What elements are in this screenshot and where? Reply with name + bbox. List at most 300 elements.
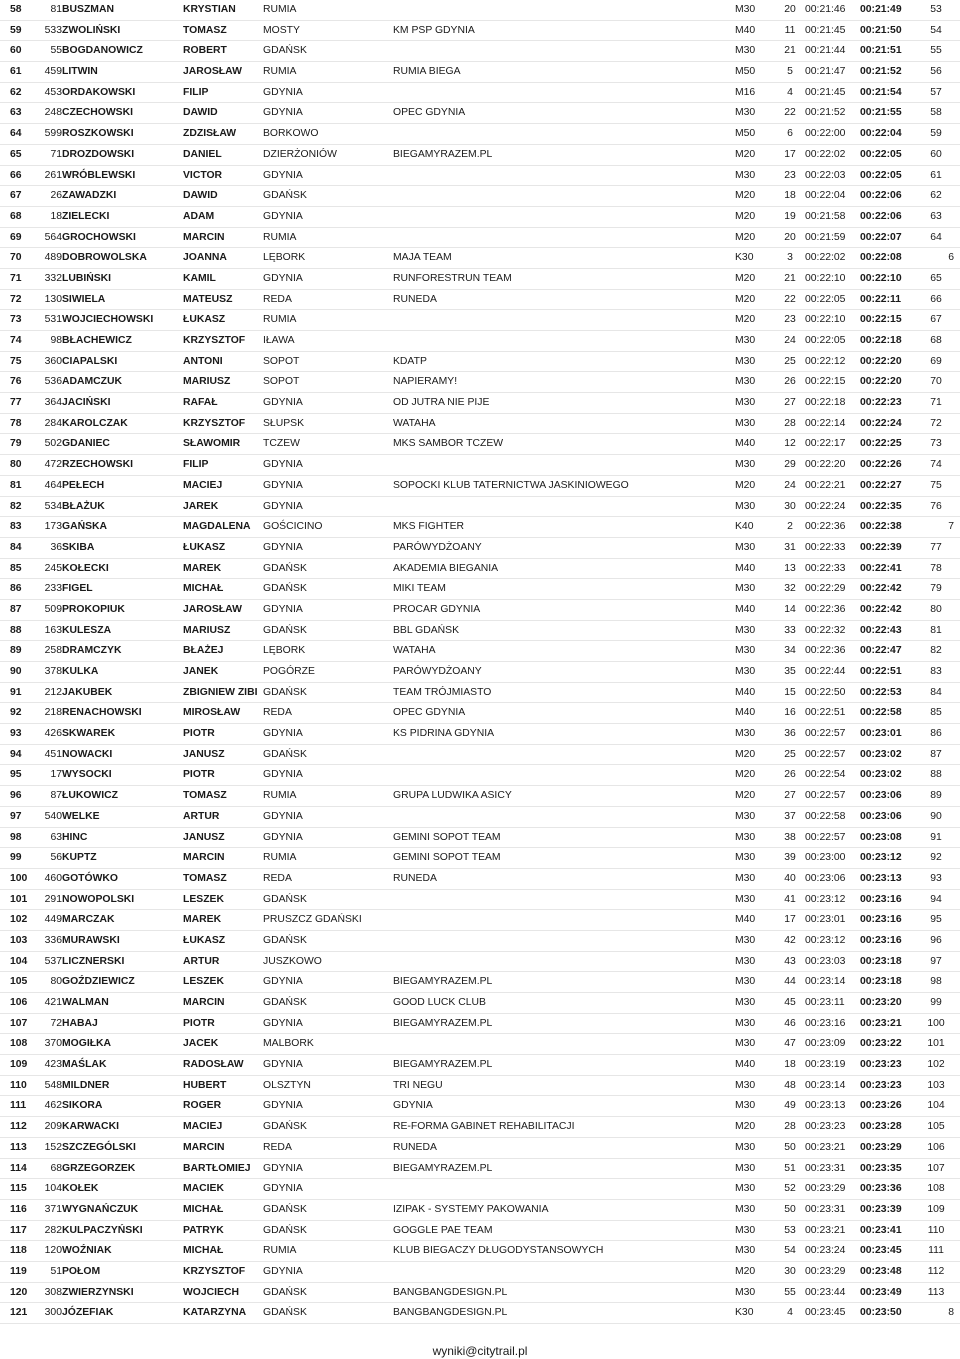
cell-gun-time: 00:21:52 — [805, 107, 846, 119]
cell-net-time: 00:23:50 — [860, 1307, 902, 1319]
table-row — [0, 745, 960, 766]
table-row — [0, 393, 960, 414]
cell-gun-time: 00:21:45 — [805, 24, 846, 36]
cell-net-time: 00:23:16 — [860, 914, 902, 926]
cell-net-time: 00:23:29 — [860, 1141, 902, 1153]
cell-category: M30 — [735, 624, 756, 636]
cell-club: MKS SAMBOR TCZEW — [393, 438, 504, 450]
cell-club: RUNEDA — [393, 872, 437, 884]
cell-club: NAPIERAMY! — [393, 376, 458, 388]
cell-gender-place: 72 — [930, 417, 942, 429]
cell-city: GDAŃSK — [263, 1307, 307, 1319]
cell-gun-time: 00:23:31 — [805, 1162, 846, 1174]
cell-bib-number: 599 — [44, 128, 62, 140]
cell-gender-place: 76 — [930, 500, 942, 512]
cell-first-name: ŁUKASZ — [183, 934, 226, 946]
cell-category-place: 44 — [784, 976, 796, 988]
cell-gender-place: 92 — [930, 852, 942, 864]
cell-bib-number: 426 — [44, 728, 62, 740]
cell-gender-place: 110 — [927, 1224, 945, 1236]
cell-category-place: 32 — [784, 583, 796, 595]
cell-category: M50 — [735, 128, 756, 140]
cell-city: GDAŃSK — [263, 45, 307, 57]
cell-net-time: 00:22:10 — [860, 272, 902, 284]
cell-gender-place: 63 — [930, 210, 942, 222]
table-row — [0, 41, 960, 62]
cell-gun-time: 00:22:54 — [805, 769, 846, 781]
cell-place: 66 — [10, 169, 22, 181]
cell-category: M30 — [735, 1162, 756, 1174]
cell-club: OPEC GDYNIA — [393, 107, 466, 119]
cell-gender-place: 67 — [930, 314, 942, 326]
cell-category-place: 5 — [787, 66, 793, 78]
cell-city: GDYNIA — [263, 541, 303, 553]
table-row — [0, 517, 960, 538]
table-row — [0, 1283, 960, 1304]
cell-bib-number: 548 — [44, 1079, 62, 1091]
cell-category-place: 54 — [784, 1245, 796, 1257]
cell-last-name: WRÓBLEWSKI — [62, 169, 136, 181]
cell-city: LĘBORK — [263, 252, 306, 264]
cell-place: 117 — [10, 1224, 27, 1236]
cell-gun-time: 00:22:44 — [805, 666, 846, 677]
cell-place: 70 — [10, 252, 22, 264]
cell-category-place: 22 — [784, 107, 796, 119]
table-row — [0, 828, 960, 849]
cell-place: 64 — [10, 128, 22, 140]
cell-net-time: 00:23:26 — [860, 1100, 902, 1112]
cell-club: BIEGAMYRAZEM.PL — [393, 1017, 493, 1029]
cell-gun-time: 00:22:10 — [805, 272, 846, 284]
cell-place: 72 — [10, 293, 22, 305]
cell-city: GDYNIA — [263, 810, 303, 822]
cell-first-name: JANEK — [183, 666, 219, 677]
cell-category: M30 — [735, 728, 756, 740]
cell-category-place: 25 — [784, 748, 796, 760]
cell-first-name: KAMIL — [183, 272, 216, 284]
cell-first-name: ZBIGNIEW ZIBI — [183, 686, 258, 698]
cell-gun-time: 00:21:44 — [805, 45, 846, 57]
cell-last-name: ZIELECKI — [62, 210, 110, 222]
cell-net-time: 00:23:21 — [860, 1017, 902, 1029]
cell-category: M40 — [735, 707, 756, 719]
cell-net-time: 00:22:20 — [860, 355, 902, 367]
table-row — [0, 600, 960, 621]
cell-city: RUMIA — [263, 790, 297, 802]
cell-category-place: 37 — [784, 810, 796, 822]
table-row — [0, 290, 960, 311]
cell-first-name: JANUSZ — [183, 831, 225, 843]
cell-bib-number: 509 — [44, 603, 62, 615]
cell-category-place: 24 — [784, 335, 796, 346]
cell-last-name: ADAMCZUK — [62, 376, 123, 388]
cell-place: 62 — [10, 86, 22, 98]
cell-category: M30 — [735, 1100, 756, 1112]
cell-category: M30 — [735, 1038, 756, 1050]
cell-gender-place: 8 — [948, 1307, 954, 1319]
cell-first-name: DAWID — [183, 190, 218, 202]
cell-first-name: JAROSŁAW — [183, 603, 242, 615]
cell-gender-place: 7 — [948, 521, 954, 533]
cell-place: 73 — [10, 314, 22, 326]
cell-first-name: ARTUR — [183, 810, 220, 822]
table-row — [0, 1221, 960, 1242]
table-row — [0, 0, 960, 21]
cell-place: 91 — [10, 686, 22, 698]
cell-last-name: JAKUBEK — [62, 686, 113, 698]
cell-first-name: MACIEK — [183, 1183, 224, 1195]
cell-bib-number: 462 — [44, 1100, 62, 1112]
table-row — [0, 579, 960, 600]
cell-first-name: KATARZYNA — [183, 1307, 247, 1319]
cell-place: 119 — [10, 1265, 27, 1277]
cell-bib-number: 87 — [50, 790, 62, 802]
cell-bib-number: 248 — [44, 107, 62, 119]
cell-bib-number: 291 — [44, 893, 62, 905]
cell-net-time: 00:23:28 — [860, 1121, 902, 1133]
cell-gun-time: 00:22:32 — [805, 624, 846, 636]
cell-gender-place: 102 — [927, 1059, 945, 1071]
table-row — [0, 786, 960, 807]
cell-bib-number: 98 — [50, 335, 62, 346]
cell-gun-time: 00:22:17 — [805, 438, 846, 450]
cell-category: M20 — [735, 293, 756, 305]
cell-gender-place: 82 — [930, 645, 942, 657]
cell-gun-time: 00:22:51 — [805, 707, 846, 719]
cell-bib-number: 564 — [44, 231, 62, 243]
table-row — [0, 1117, 960, 1138]
cell-club: PROCAR GDYNIA — [393, 603, 481, 615]
cell-category-place: 26 — [784, 376, 796, 388]
cell-city: GDAŃSK — [263, 562, 307, 574]
cell-gun-time: 00:22:24 — [805, 500, 846, 512]
cell-city: GDYNIA — [263, 831, 303, 843]
cell-net-time: 00:22:25 — [860, 438, 902, 450]
cell-bib-number: 245 — [44, 562, 62, 574]
table-row — [0, 1303, 960, 1324]
cell-gender-place: 112 — [927, 1265, 945, 1277]
cell-gun-time: 00:22:57 — [805, 831, 846, 843]
cell-category-place: 33 — [784, 624, 796, 636]
cell-net-time: 00:22:53 — [860, 686, 902, 698]
cell-first-name: MAGDALENA — [183, 521, 251, 533]
cell-club: BANGBANGDESIGN.PL — [393, 1286, 508, 1298]
cell-club: GEMINI SOPOT TEAM — [393, 831, 501, 843]
cell-net-time: 00:23:39 — [860, 1203, 902, 1215]
cell-category-place: 4 — [787, 1307, 793, 1319]
footer-email[interactable]: wyniki@citytrail.pl — [432, 1344, 528, 1358]
cell-gun-time: 00:22:36 — [805, 645, 846, 657]
cell-bib-number: 284 — [44, 417, 62, 429]
cell-last-name: SIKORA — [62, 1100, 103, 1112]
cell-category: M30 — [735, 417, 756, 429]
cell-city: RUMIA — [263, 852, 297, 864]
cell-net-time: 00:21:49 — [860, 4, 902, 15]
cell-bib-number: 55 — [50, 45, 62, 57]
cell-gun-time: 00:23:12 — [805, 893, 846, 905]
cell-bib-number: 80 — [50, 976, 62, 988]
cell-gun-time: 00:22:05 — [805, 293, 846, 305]
cell-category: M40 — [735, 24, 756, 36]
cell-category: M30 — [735, 583, 756, 595]
cell-category-place: 24 — [784, 479, 796, 491]
cell-last-name: ROSZKOWSKI — [62, 128, 134, 140]
cell-city: OLSZTYN — [263, 1079, 311, 1091]
cell-last-name: MOGIŁKA — [62, 1038, 112, 1050]
cell-place: 80 — [10, 459, 22, 471]
cell-city: GDAŃSK — [263, 1121, 307, 1133]
cell-category-place: 20 — [784, 231, 796, 243]
cell-first-name: MACIEJ — [183, 479, 223, 491]
cell-last-name: GRZEGORZEK — [62, 1162, 136, 1174]
cell-category-place: 27 — [784, 790, 796, 802]
cell-gender-place: 74 — [930, 459, 942, 471]
cell-gender-place: 54 — [930, 24, 942, 36]
cell-gun-time: 00:23:19 — [805, 1059, 846, 1071]
cell-category-place: 2 — [787, 521, 793, 533]
cell-net-time: 00:23:06 — [860, 810, 902, 822]
cell-category: M30 — [735, 1017, 756, 1029]
cell-city: GDYNIA — [263, 769, 303, 781]
cell-club: KS PIDRINA GDYNIA — [393, 728, 495, 740]
cell-last-name: BŁAŻUK — [62, 500, 105, 512]
cell-category-place: 25 — [784, 355, 796, 367]
cell-bib-number: 378 — [44, 666, 62, 677]
cell-place: 58 — [10, 4, 22, 15]
cell-gun-time: 00:22:58 — [805, 810, 846, 822]
cell-net-time: 00:22:51 — [860, 666, 902, 677]
cell-city: GDAŃSK — [263, 583, 307, 595]
cell-first-name: MAREK — [183, 914, 222, 926]
cell-city: GDYNIA — [263, 397, 303, 409]
cell-bib-number: 218 — [44, 707, 62, 719]
cell-gender-place: 83 — [930, 666, 942, 677]
cell-city: GDYNIA — [263, 1059, 303, 1071]
table-row — [0, 207, 960, 228]
cell-gender-place: 80 — [930, 603, 942, 615]
cell-place: 65 — [10, 148, 22, 160]
cell-category: M30 — [735, 1141, 756, 1153]
cell-gender-place: 101 — [927, 1038, 945, 1050]
cell-place: 83 — [10, 521, 22, 533]
cell-gender-place: 84 — [930, 686, 942, 698]
cell-bib-number: 360 — [44, 355, 62, 367]
cell-gender-place: 107 — [927, 1162, 945, 1174]
table-row — [0, 848, 960, 869]
cell-last-name: KAROLCZAK — [62, 417, 128, 429]
cell-city: GDYNIA — [263, 1162, 303, 1174]
cell-gun-time: 00:22:50 — [805, 686, 846, 698]
cell-bib-number: 300 — [44, 1307, 62, 1319]
cell-gender-place: 75 — [930, 479, 942, 491]
cell-category: M16 — [735, 86, 756, 98]
cell-bib-number: 261 — [44, 169, 62, 181]
cell-net-time: 00:23:35 — [860, 1162, 902, 1174]
cell-city: GDYNIA — [263, 210, 303, 222]
cell-first-name: MATEUSZ — [183, 293, 233, 305]
cell-city: IŁAWA — [263, 335, 295, 346]
cell-category: K30 — [735, 252, 754, 264]
cell-category-place: 41 — [784, 893, 796, 905]
cell-gender-place: 56 — [930, 66, 942, 78]
cell-gender-place: 64 — [930, 231, 942, 243]
cell-place: 77 — [10, 397, 22, 409]
cell-city: GDAŃSK — [263, 1224, 307, 1236]
cell-gun-time: 00:23:06 — [805, 872, 846, 884]
cell-category: M40 — [735, 562, 756, 574]
cell-category: M30 — [735, 4, 756, 15]
cell-city: GDAŃSK — [263, 748, 307, 760]
cell-last-name: KARWACKI — [62, 1121, 119, 1133]
cell-category: M30 — [735, 645, 756, 657]
cell-gender-place: 66 — [930, 293, 942, 305]
cell-club: RE-FORMA GABINET REHABILITACJI — [393, 1121, 575, 1133]
cell-place: 107 — [10, 1017, 28, 1029]
cell-last-name: LUBIŃSKI — [62, 272, 112, 284]
cell-city: GDYNIA — [263, 479, 303, 491]
cell-club: RUNEDA — [393, 1141, 437, 1153]
cell-bib-number: 451 — [44, 748, 62, 760]
cell-gender-place: 77 — [930, 541, 942, 553]
cell-last-name: GAŃSKA — [62, 521, 108, 533]
cell-last-name: ORDAKOWSKI — [62, 86, 136, 98]
cell-category-place: 52 — [784, 1183, 796, 1195]
table-row — [0, 434, 960, 455]
cell-place: 109 — [10, 1059, 28, 1071]
cell-net-time: 00:22:20 — [860, 376, 902, 388]
cell-place: 86 — [10, 583, 22, 595]
cell-place: 101 — [10, 893, 28, 905]
cell-place: 111 — [10, 1100, 27, 1112]
cell-club: GOOD LUCK CLUB — [393, 997, 486, 1008]
table-row — [0, 1034, 960, 1055]
cell-category: M20 — [735, 231, 756, 243]
cell-gun-time: 00:22:18 — [805, 397, 846, 409]
cell-club: KM PSP GDYNIA — [393, 24, 475, 36]
cell-category: M20 — [735, 148, 756, 160]
cell-category-place: 31 — [784, 541, 796, 553]
cell-gun-time: 00:23:21 — [805, 1141, 846, 1153]
cell-bib-number: 152 — [44, 1141, 62, 1153]
cell-net-time: 00:23:02 — [860, 748, 902, 760]
cell-category-place: 18 — [784, 1059, 796, 1071]
cell-first-name: MARIUSZ — [183, 624, 231, 636]
cell-bib-number: 472 — [44, 459, 62, 471]
table-row — [0, 621, 960, 642]
cell-place: 106 — [10, 997, 28, 1008]
cell-category: M20 — [735, 210, 756, 222]
cell-gender-place: 71 — [930, 397, 942, 409]
cell-city: RUMIA — [263, 1245, 297, 1257]
cell-category: M30 — [735, 872, 756, 884]
cell-city: BORKOWO — [263, 128, 319, 140]
cell-place: 118 — [10, 1245, 27, 1257]
cell-net-time: 00:21:55 — [860, 107, 902, 119]
cell-net-time: 00:22:27 — [860, 479, 902, 491]
cell-club: GDYNIA — [393, 1100, 433, 1112]
cell-place: 61 — [10, 66, 22, 78]
cell-first-name: RAFAŁ — [183, 397, 218, 409]
cell-gun-time: 00:21:59 — [805, 231, 846, 243]
cell-category-place: 12 — [784, 438, 796, 450]
cell-category-place: 29 — [784, 459, 796, 471]
cell-category: M30 — [735, 1224, 756, 1236]
cell-category-place: 19 — [784, 210, 796, 222]
cell-city: GDYNIA — [263, 459, 303, 471]
cell-net-time: 00:22:06 — [860, 190, 902, 202]
cell-first-name: PATRYK — [183, 1224, 224, 1236]
cell-city: GDAŃSK — [263, 997, 307, 1008]
cell-bib-number: 460 — [44, 872, 62, 884]
cell-gender-place: 104 — [927, 1100, 945, 1112]
cell-last-name: WYGNAŃCZUK — [62, 1203, 139, 1215]
table-row — [0, 765, 960, 786]
cell-bib-number: 17 — [50, 769, 62, 781]
cell-gender-place: 111 — [928, 1245, 944, 1257]
cell-place: 69 — [10, 231, 22, 243]
cell-city: GDAŃSK — [263, 934, 307, 946]
cell-category: M30 — [735, 997, 756, 1008]
cell-club: AKADEMIA BIEGANIA — [393, 562, 499, 574]
cell-gender-place: 87 — [930, 748, 942, 760]
cell-bib-number: 370 — [44, 1038, 62, 1050]
cell-category: M30 — [735, 1079, 756, 1091]
cell-last-name: DROZDOWSKI — [62, 148, 135, 160]
table-row — [0, 1200, 960, 1221]
cell-category-place: 15 — [784, 686, 796, 698]
cell-net-time: 00:22:15 — [860, 314, 902, 326]
cell-bib-number: 18 — [50, 210, 62, 222]
cell-bib-number: 233 — [44, 583, 62, 595]
cell-bib-number: 209 — [44, 1121, 62, 1133]
cell-bib-number: 464 — [44, 479, 62, 491]
cell-category: M40 — [735, 603, 756, 615]
cell-gun-time: 00:22:02 — [805, 252, 846, 264]
cell-gun-time: 00:22:57 — [805, 748, 846, 760]
cell-bib-number: 459 — [44, 66, 62, 78]
cell-club: BIEGAMYRAZEM.PL — [393, 1162, 493, 1174]
cell-category: M30 — [735, 107, 756, 119]
cell-category-place: 30 — [784, 500, 796, 512]
cell-club: PARÓWYDŻOANY — [393, 541, 482, 553]
cell-last-name: BŁACHEWICZ — [62, 335, 132, 346]
cell-place: 102 — [10, 914, 28, 926]
cell-net-time: 00:23:49 — [860, 1286, 902, 1298]
cell-place: 99 — [10, 852, 22, 864]
cell-first-name: VICTOR — [183, 169, 223, 181]
cell-bib-number: 72 — [50, 1017, 62, 1029]
cell-last-name: FIGEL — [62, 583, 93, 595]
cell-bib-number: 308 — [44, 1286, 62, 1298]
cell-place: 76 — [10, 376, 22, 388]
cell-gun-time: 00:23:00 — [805, 852, 846, 864]
cell-net-time: 00:22:26 — [860, 459, 902, 471]
cell-last-name: JÓZEFIAK — [62, 1307, 114, 1319]
cell-first-name: ADAM — [183, 210, 215, 222]
table-row — [0, 538, 960, 559]
cell-category-place: 13 — [784, 562, 796, 574]
cell-category-place: 51 — [784, 1162, 796, 1174]
cell-gender-place: 95 — [930, 914, 942, 926]
cell-gender-place: 68 — [930, 335, 942, 346]
cell-category-place: 38 — [784, 831, 796, 843]
cell-gender-place: 60 — [930, 148, 942, 160]
cell-first-name: MARCIN — [183, 1141, 225, 1153]
cell-category: K30 — [735, 1307, 754, 1319]
cell-category-place: 30 — [784, 1265, 796, 1277]
cell-gender-place: 78 — [930, 562, 942, 574]
cell-club: GEMINI SOPOT TEAM — [393, 852, 501, 864]
